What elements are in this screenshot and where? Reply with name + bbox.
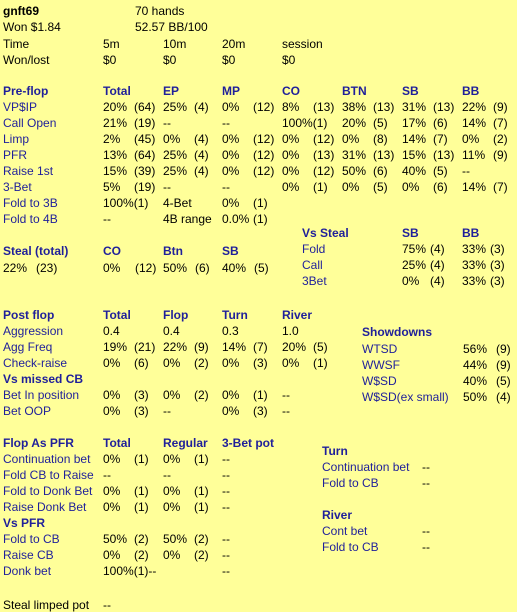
steal-title: Steal (total): [3, 244, 69, 258]
stat-count: (13): [433, 100, 455, 114]
stat-count: (19): [134, 180, 156, 194]
stat-value: 25%: [163, 100, 188, 114]
stat-value: 38%: [342, 100, 367, 114]
row-label: Fold to 4B: [3, 212, 58, 226]
preflop-title: Pre-flop: [3, 84, 49, 98]
stat-value: 0%: [222, 132, 240, 146]
stat-value: 0%: [222, 388, 240, 402]
showdown-label: WTSD: [362, 342, 398, 356]
stat-count: (4): [430, 242, 445, 256]
stat-value: 14%: [462, 116, 487, 130]
stat-count: (1): [253, 212, 268, 226]
wonlost-label: Won/lost: [3, 53, 50, 67]
row-label: Bet In position: [3, 388, 80, 402]
stat-count: (2): [194, 532, 209, 546]
stat-value: 22%: [462, 100, 487, 114]
stat-value: --: [163, 404, 171, 418]
stat-count: (4): [194, 100, 209, 114]
row-label: Check-raise: [3, 356, 68, 370]
stat-value: 14%: [222, 340, 247, 354]
turn-row-value: --: [422, 476, 430, 490]
stat-count: (4): [430, 274, 445, 288]
stat-value: 1.0: [282, 324, 299, 338]
stat-value: 0%: [103, 548, 121, 562]
stat-count: (12): [253, 148, 275, 162]
stat-count: (1): [253, 388, 268, 402]
stat-value: --: [222, 484, 230, 498]
time-col-session: session: [282, 37, 323, 51]
stat-count: (9): [493, 100, 508, 114]
stat-value: --: [163, 180, 171, 194]
postflop-col-total: Total: [103, 308, 131, 322]
stat-count: (6): [433, 180, 448, 194]
stat-count: (5): [373, 180, 388, 194]
hands-count: 70 hands: [135, 4, 185, 18]
stat-value: 0%: [282, 148, 300, 162]
stat-count: (13): [433, 148, 455, 162]
stat-value: 100%(1): [103, 196, 149, 210]
stat-value: 50%: [163, 532, 188, 546]
showdown-count: (5): [496, 374, 511, 388]
row-label: Fold to Donk Bet: [3, 484, 93, 498]
stat-count: (13): [373, 148, 395, 162]
stat-value: 0%: [222, 164, 240, 178]
stat-value: 0%: [342, 180, 360, 194]
stat-count: (64): [134, 100, 156, 114]
stat-value: --: [163, 468, 171, 482]
steal-col-btn: Btn: [163, 244, 183, 258]
row-label: Limp: [3, 132, 30, 146]
stat-value: 0%: [103, 404, 121, 418]
stat-count: (7): [433, 132, 448, 146]
flop-pfr-col-regular: Regular: [163, 436, 208, 450]
stat-count: (4): [430, 258, 445, 272]
stat-value: 4-Bet: [163, 196, 192, 210]
stat-value: 0%: [282, 132, 300, 146]
steal-co-count: (12): [135, 261, 157, 275]
turn-row-label: Continuation bet: [322, 460, 410, 474]
stat-value: 0.0%: [222, 212, 250, 226]
stat-value: 0%: [282, 164, 300, 178]
stat-value: 33%: [462, 274, 487, 288]
vs-missed-cb-title: Vs missed CB: [3, 372, 84, 386]
stat-count: (3): [490, 258, 505, 272]
showdown-count: (9): [496, 358, 511, 372]
stat-count: (13): [313, 148, 335, 162]
stat-count: (1): [253, 196, 268, 210]
vs-steal-title: Vs Steal: [302, 226, 349, 240]
row-label: Raise Donk Bet: [3, 500, 87, 514]
stat-value: --: [282, 404, 290, 418]
vs-steal-row-label: Fold: [302, 242, 326, 256]
showdown-count: (4): [496, 390, 511, 404]
row-label: Donk bet: [3, 564, 52, 578]
stat-count: (1): [194, 452, 209, 466]
postflop-col-flop: Flop: [163, 308, 189, 322]
wonlost-20m: $0: [222, 53, 236, 67]
showdown-value: 56%: [463, 342, 488, 356]
wonlost-5m: $0: [103, 53, 117, 67]
showdown-value: 50%: [463, 390, 488, 404]
stat-count: (5): [373, 116, 388, 130]
stat-count: (3): [134, 388, 149, 402]
showdown-label: W$SD: [362, 374, 397, 388]
stat-value: 0%: [222, 148, 240, 162]
stat-value: 0%: [103, 484, 121, 498]
stat-value: 0%: [462, 132, 480, 146]
row-label: 3-Bet: [3, 180, 32, 194]
stat-value: 0%: [282, 356, 300, 370]
stat-value: --: [222, 548, 230, 562]
stat-value: 20%: [342, 116, 367, 130]
postflop-col-river: River: [282, 308, 313, 322]
row-label: Aggression: [3, 324, 64, 338]
preflop-col-bb: BB: [462, 84, 480, 98]
stat-value: --: [103, 212, 111, 226]
stat-value: 33%: [462, 258, 487, 272]
stat-value: 0%: [163, 452, 181, 466]
stat-value: 8%: [282, 100, 300, 114]
stat-value: 0%: [222, 100, 240, 114]
river-title: River: [322, 508, 353, 522]
stat-count: (19): [134, 116, 156, 130]
stat-count: (12): [313, 164, 335, 178]
stat-value: --: [222, 116, 230, 130]
stat-count: (64): [134, 148, 156, 162]
stat-count: (5): [313, 340, 328, 354]
stat-value: 17%: [402, 116, 427, 130]
stat-value: --: [462, 164, 470, 178]
showdown-label: W$SD(ex small): [362, 390, 449, 404]
stat-count: (7): [493, 116, 508, 130]
stat-value: 14%: [462, 180, 487, 194]
stat-count: (2): [134, 532, 149, 546]
stat-value: 5%: [103, 180, 121, 194]
stat-count: (2): [134, 548, 149, 562]
stat-value: 2%: [103, 132, 121, 146]
stat-count: (4): [194, 132, 209, 146]
stat-count: (3): [253, 404, 268, 418]
vs-steal-col-sb: SB: [402, 226, 419, 240]
stat-value: 0.3: [222, 324, 239, 338]
stat-value: --: [222, 564, 230, 578]
steal-total-value: 22%: [3, 261, 28, 275]
vs-pfr-title: Vs PFR: [3, 516, 46, 530]
preflop-col-sb: SB: [402, 84, 419, 98]
stat-value: 20%: [282, 340, 307, 354]
vs-steal-row-label: 3Bet: [302, 274, 327, 288]
stat-value: 25%: [163, 148, 188, 162]
stat-count: (13): [373, 100, 395, 114]
stat-count: (12): [253, 100, 275, 114]
turn-row-value: --: [422, 460, 430, 474]
stat-value: --: [222, 452, 230, 466]
stat-value: --: [103, 468, 111, 482]
stat-value: 0.4: [163, 324, 180, 338]
stat-value: --: [222, 180, 230, 194]
stat-count: (21): [134, 340, 156, 354]
bb-per-100: 52.57 BB/100: [135, 20, 208, 34]
time-col-20m: 20m: [222, 37, 246, 51]
stat-value: 0%: [222, 196, 240, 210]
stat-count: (2): [194, 388, 209, 402]
stat-value: 75%: [402, 242, 427, 256]
time-col-5m: 5m: [103, 37, 120, 51]
steal-sb-value: 40%: [222, 261, 247, 275]
stat-count: (1): [194, 484, 209, 498]
stat-value: --: [222, 500, 230, 514]
stat-value: 31%: [342, 148, 367, 162]
showdowns-title: Showdowns: [362, 325, 432, 339]
stat-value: 25%: [163, 164, 188, 178]
stat-count: (4): [194, 148, 209, 162]
stat-count: (4): [194, 164, 209, 178]
row-label: Fold to 3B: [3, 196, 58, 210]
stat-value: 50%: [342, 164, 367, 178]
stat-count: (1): [194, 500, 209, 514]
wonlost-session: $0: [282, 53, 296, 67]
stat-value: 0.4: [103, 324, 120, 338]
stat-count: (12): [253, 164, 275, 178]
stat-value: 13%: [103, 148, 128, 162]
stat-value: 31%: [402, 100, 427, 114]
turn-title: Turn: [322, 444, 348, 458]
stat-count: (3): [490, 242, 505, 256]
stat-value: 4B range: [163, 212, 212, 226]
river-row-value: --: [422, 524, 430, 538]
stat-count: (7): [493, 180, 508, 194]
preflop-col-mp: MP: [222, 84, 240, 98]
stat-value: 0%: [163, 388, 181, 402]
stat-value: 14%: [402, 132, 427, 146]
stat-count: (6): [373, 164, 388, 178]
stat-count: (7): [253, 340, 268, 354]
stat-count: (1): [134, 500, 149, 514]
postflop-title: Post flop: [3, 308, 55, 322]
stat-count: (9): [493, 148, 508, 162]
stat-count: (3): [134, 404, 149, 418]
stat-count: (13): [313, 100, 335, 114]
row-label: Call Open: [3, 116, 57, 130]
stat-value: 0%: [222, 356, 240, 370]
stat-value: --: [222, 532, 230, 546]
showdown-count: (9): [496, 342, 511, 356]
stat-value: 11%: [462, 148, 486, 162]
stat-value: 0%: [163, 500, 181, 514]
stat-value: 33%: [462, 242, 487, 256]
stat-count: (9): [194, 340, 209, 354]
river-row-label: Cont bet: [322, 524, 368, 538]
postflop-col-turn: Turn: [222, 308, 248, 322]
stat-value: 0%: [103, 452, 121, 466]
stat-value: --: [163, 116, 171, 130]
stat-value: 40%: [402, 164, 427, 178]
stat-value: 0%: [342, 132, 360, 146]
stat-value: 0%: [103, 356, 121, 370]
flop-pfr-col-3bet: 3-Bet pot: [222, 436, 274, 450]
preflop-col-btn: BTN: [342, 84, 367, 98]
stat-count: (3): [253, 356, 268, 370]
stat-value: 0%: [282, 180, 300, 194]
stat-count: (8): [373, 132, 388, 146]
stat-count: (1): [134, 484, 149, 498]
row-label: Raise 1st: [3, 164, 54, 178]
steal-btn-count: (6): [195, 261, 210, 275]
stat-value: 15%: [103, 164, 128, 178]
stat-count: (12): [253, 132, 275, 146]
stat-value: 22%: [163, 340, 188, 354]
time-col-10m: 10m: [163, 37, 187, 51]
preflop-col-co: CO: [282, 84, 300, 98]
showdown-value: 40%: [463, 374, 488, 388]
row-label: Agg Freq: [3, 340, 53, 354]
stat-value: 100%(1): [282, 116, 328, 130]
steal-col-co: CO: [103, 244, 121, 258]
stat-value: 25%: [402, 258, 427, 272]
stat-value: 19%: [103, 340, 128, 354]
stat-count: (39): [134, 164, 156, 178]
row-label: PFR: [3, 148, 27, 162]
stat-value: 0%: [163, 356, 181, 370]
flop-pfr-col-total: Total: [103, 436, 131, 450]
stat-value: 50%: [103, 532, 128, 546]
stat-value: 20%: [103, 100, 128, 114]
stat-count: (45): [134, 132, 156, 146]
stat-value: 0%: [402, 274, 420, 288]
stat-count: (1): [134, 452, 149, 466]
won-amount: Won $1.84: [3, 20, 61, 34]
steal-total-count: (23): [36, 261, 58, 275]
stat-value: 0%: [103, 388, 121, 402]
stat-value: 0%: [103, 500, 121, 514]
row-label: Raise CB: [3, 548, 54, 562]
stat-value: --: [282, 388, 290, 402]
showdown-value: 44%: [463, 358, 488, 372]
steal-limped-value: --: [103, 598, 111, 612]
stat-value: 15%: [402, 148, 427, 162]
player-name: gnft69: [3, 4, 39, 18]
stat-count: (6): [134, 356, 149, 370]
steal-sb-count: (5): [254, 261, 269, 275]
time-label: Time: [3, 37, 30, 51]
turn-row-label: Fold to CB: [322, 476, 379, 490]
stat-value: 0%: [222, 404, 240, 418]
wonlost-10m: $0: [163, 53, 177, 67]
row-label: Fold to CB: [3, 532, 60, 546]
stat-value: 0%: [163, 484, 181, 498]
stat-count: (1): [313, 180, 328, 194]
steal-col-sb: SB: [222, 244, 239, 258]
stat-count: (2): [194, 356, 209, 370]
vs-steal-row-label: Call: [302, 258, 323, 272]
stat-value: --: [222, 468, 230, 482]
steal-btn-value: 50%: [163, 261, 188, 275]
stat-count: (5): [433, 164, 448, 178]
stat-value: 0%: [163, 548, 181, 562]
river-row-value: --: [422, 540, 430, 554]
stat-count: (2): [493, 132, 508, 146]
river-row-label: Fold to CB: [322, 540, 379, 554]
row-label: Bet OOP: [3, 404, 52, 418]
stat-count: (12): [313, 132, 335, 146]
preflop-col-total: Total: [103, 84, 131, 98]
steal-limped-label: Steal limped pot: [3, 598, 90, 612]
stat-value: 0%: [163, 132, 181, 146]
stat-count: (3): [490, 274, 505, 288]
stat-count: (2): [194, 548, 209, 562]
steal-co-value: 0%: [103, 261, 121, 275]
preflop-col-ep: EP: [163, 84, 180, 98]
stat-count: (6): [433, 116, 448, 130]
row-label: Fold CB to Raise: [3, 468, 94, 482]
row-label: VP$IP: [3, 100, 38, 114]
stat-count: (1): [313, 356, 328, 370]
stat-value: 21%: [103, 116, 128, 130]
vs-steal-col-bb: BB: [462, 226, 480, 240]
showdown-label: WWSF: [362, 358, 400, 372]
stat-value: 100%(1)--: [103, 564, 157, 578]
stat-value: 0%: [402, 180, 420, 194]
flop-pfr-title: Flop As PFR: [3, 436, 74, 450]
row-label: Continuation bet: [3, 452, 91, 466]
